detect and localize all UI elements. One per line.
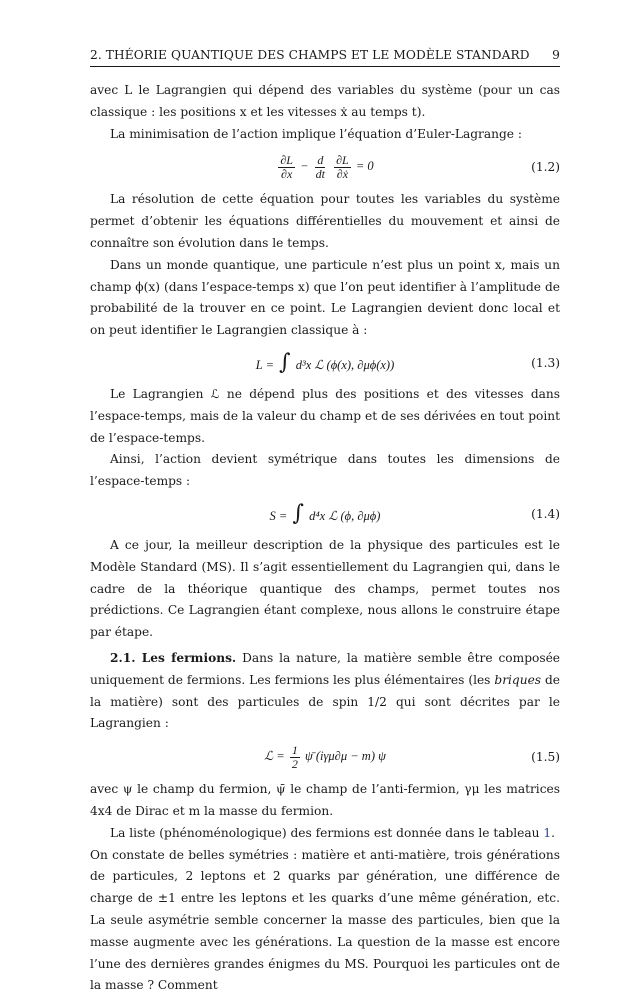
integral-sign: ∫ (292, 501, 304, 527)
equation-1-2 (90, 145, 560, 189)
eq1-frac2-num: d (317, 153, 324, 168)
paragraph-10: On constate de belles symétries : matière et anti-matière, trois générations de particules, 2 leptons et 2 quarks par génération, une différence de charge de ±1 entre les leptons et les quarks d’une même génération, etc. La seule asymétrie semble concerner la masse des particules, bien que la masse augmente avec les générations. La question de la masse est encore l’une des dernières grandes énigmes du MS. Pourquoi les particules ont de la masse ? Comment (90, 847, 560, 993)
paragraph-6: Ainsi, l’action devient symétrique dans toutes les dimensions de l’espace-temps : (90, 452, 560, 489)
paragraph-5: Le Lagrangien ℒ ne dépend plus des positions et des vitesses dans l’espace-temps, mais de la valeur du champ et de ses dérivées en tout point de l’espace-temps. (90, 386, 560, 445)
section-emphasis: briques (494, 672, 542, 687)
eq1-frac3-den: ∂ẋ (336, 166, 349, 181)
integral-sign: ∫ (279, 350, 291, 376)
equation-number-1-3: (1.3) (531, 355, 560, 370)
eq1-rhs: = 0 (355, 159, 374, 174)
eq4-frac-num: 1 (291, 743, 298, 758)
eq3-body: d⁴x ℒ (ϕ, ∂μϕ) (309, 509, 381, 524)
header-title: 2. THÉORIE QUANTIQUE DES CHAMPS ET LE MODÈLE STANDARD (90, 48, 530, 62)
paragraph-1: avec L le Lagrangien qui dépend des variables du système (pour un cas classique : les positions x et les vitesses ẋ au temps t). (90, 83, 560, 119)
eq1-frac1-num: ∂L (280, 153, 293, 168)
eq4-body: ψ̄ (iγμ∂μ − m) ψ (304, 749, 386, 763)
equation-1-3 (90, 342, 560, 384)
equation-number-1-2: (1.2) (531, 160, 560, 175)
running-header (90, 48, 560, 67)
eq4-lhs: ℒ = (264, 749, 285, 763)
eq1-minus: − (300, 159, 309, 174)
equation-1-5 (90, 735, 560, 779)
page-number: 9 (552, 48, 560, 62)
paragraph-9 (90, 823, 560, 845)
page (90, 48, 560, 997)
equation-1-4 (90, 493, 560, 535)
section-heading: 2.1. Les fermions. (110, 650, 237, 665)
paragraph-7: A ce jour, la meilleur description de la physique des particules est le Modèle Standard (MS). Il s’agit essentiellement du Lagrangien qui, dans le cadre de la théorique quantique des champs, permet toutes nos prédictions. Ce Lagrangien étant complexe, nous allons le construire étape par étape. (90, 537, 560, 640)
table-reference-link[interactable]: 1 (543, 825, 552, 840)
eq2-lhs: L = (255, 358, 275, 373)
paragraph-2: La minimisation de l’action implique l’équation d’Euler-Lagrange : (110, 126, 522, 141)
paragraph-4: Dans un monde quantique, une particule n’est plus un point x, mais un champ ϕ(x) (dans l’espace-temps x) que l’on peut identifier à l’amplitude de probabilité de la trouver en ce point. Le Lagrangien devient donc local et on peut identifier le Lagrangien classique à : (90, 257, 560, 338)
p9-after: . (551, 825, 556, 840)
paragraph-3: La résolution de cette équation pour toutes les variables du système permet d’obtenir les équations différentielles du mouvement et ainsi de connaître son évolution dans le temps. (90, 192, 560, 250)
paragraph-8: avec ψ le champ du fermion, ψ̄ le champ de l’anti-fermion, γμ les matrices 4x4 de Dirac et m la masse du fermion. (90, 782, 560, 818)
section-text-before: Dans la nature, la matière semble être composée uniquement de fermions. Les fermions les plus élémentaires (les (90, 650, 561, 687)
eq1-frac3-num: ∂L (336, 153, 349, 168)
eq3-lhs: S = (269, 509, 288, 524)
equation-number-1-4: (1.4) (531, 506, 560, 521)
p9-before: La liste (phénoménologique) des fermions est donnée dans le tableau (110, 825, 544, 840)
eq2-body: d³x ℒ (ϕ(x), ∂μϕ(x)) (295, 358, 395, 373)
equation-number-1-5: (1.5) (531, 750, 560, 765)
eq1-frac1-den: ∂x (281, 166, 293, 181)
section-text-after: de la matière) sont des particules de spin 1/2 qui sont décrites par le Lagrangien : (90, 672, 561, 731)
eq1-frac2-den: dt (315, 166, 325, 181)
section-2-1-paragraph (90, 648, 560, 735)
eq4-frac-den: 2 (291, 756, 298, 771)
